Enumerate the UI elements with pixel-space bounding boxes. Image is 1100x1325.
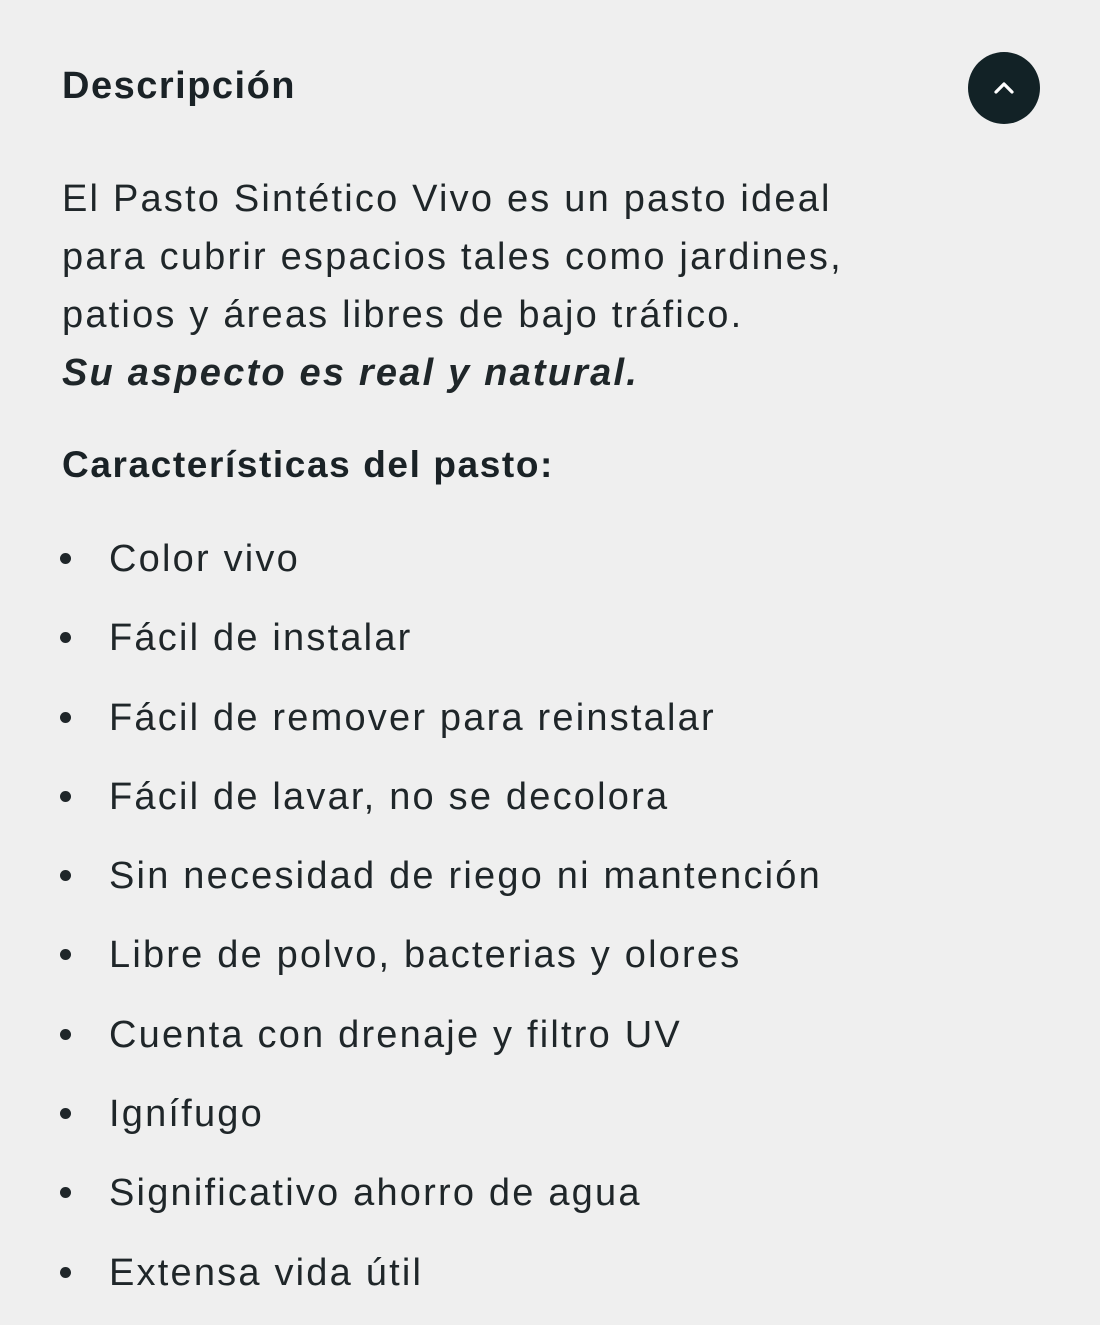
feature-label: Color vivo — [109, 538, 300, 580]
feature-item — [0, 1075, 1100, 1154]
bullet-icon — [60, 870, 71, 881]
feature-item — [0, 679, 1100, 758]
feature-item — [0, 1234, 1100, 1313]
feature-label: Fácil de remover para reinstalar — [109, 696, 716, 739]
section-title: Descripción — [62, 65, 297, 107]
description-text — [62, 170, 962, 402]
feature-item — [0, 837, 1100, 916]
bullet-icon — [60, 1108, 71, 1119]
feature-item — [0, 599, 1100, 678]
features-title: Características del pasto: — [62, 444, 554, 485]
bullet-icon — [60, 553, 71, 564]
feature-label: Fácil de lavar, no se decolora — [109, 775, 670, 818]
feature-label: Sin necesidad de riego ni mantención — [109, 855, 822, 898]
feature-label: Ignífugo — [109, 1093, 264, 1136]
feature-label: Libre de polvo, bacterias y olores — [109, 934, 742, 977]
feature-label: Extensa vida útil — [109, 1251, 424, 1294]
feature-label: Fácil de instalar — [109, 617, 413, 660]
features-list — [0, 520, 1100, 1313]
bullet-icon — [60, 791, 71, 802]
feature-item — [0, 758, 1100, 837]
feature-item — [0, 996, 1100, 1075]
feature-label: Significativo ahorro de agua — [109, 1172, 642, 1215]
bullet-icon — [60, 949, 71, 960]
collapse-button[interactable] — [968, 52, 1040, 124]
description-line: para cubrir espacios tales como jardines, — [62, 236, 843, 278]
description-line: patios y áreas libres de bajo tráfico. — [62, 294, 744, 336]
bullet-icon — [60, 1267, 71, 1278]
description-line: El Pasto Sintético Vivo es un pasto ideal — [62, 178, 832, 220]
bullet-icon — [60, 1029, 71, 1040]
feature-item — [0, 1154, 1100, 1233]
description-emphasis: Su aspecto es real y natural. — [62, 352, 640, 394]
chevron-up-icon — [992, 76, 1016, 100]
feature-item — [0, 916, 1100, 995]
bullet-icon — [60, 632, 71, 643]
feature-item — [0, 520, 1100, 599]
feature-label: Cuenta con drenaje y filtro UV — [109, 1013, 682, 1056]
bullet-icon — [60, 712, 71, 723]
bullet-icon — [60, 1187, 71, 1198]
